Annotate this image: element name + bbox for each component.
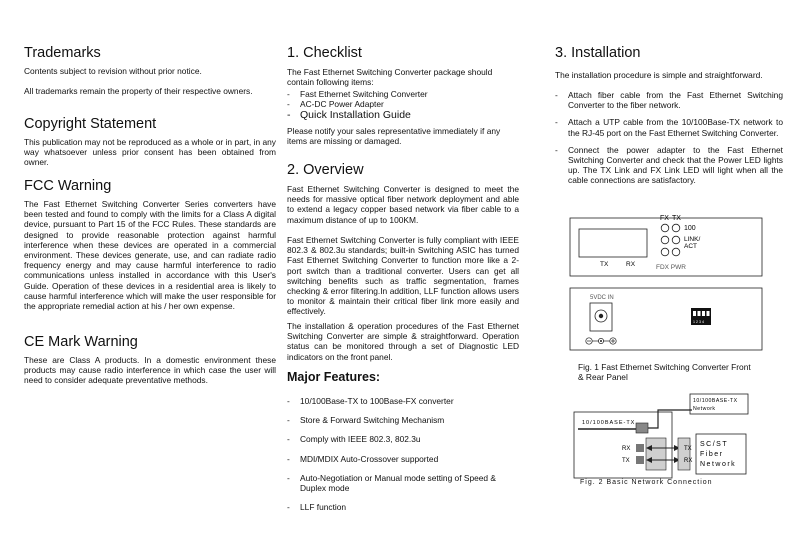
installation-step: - Attach fiber cable from the Fast Ethernet Switching Converter to the fiber network. <box>555 90 783 110</box>
led-fx-link <box>661 236 669 244</box>
led-pwr <box>672 248 680 256</box>
converter-port-label: 10/100BASE-TX <box>582 420 636 426</box>
installation-intro: The installation procedure is simple and straightforward. <box>555 70 763 80</box>
led-fx-speed <box>661 224 669 232</box>
fiber-network-label-1: SC/ST <box>700 441 729 448</box>
fiber-port-block <box>646 438 666 470</box>
led-label-link: LINK/ <box>684 236 701 243</box>
checklist-outro: Please notify your sales representative immediately if any items are missing or damaged. <box>287 126 501 147</box>
installation-heading: 3. Installation <box>555 45 641 61</box>
checklist-intro: The Fast Ethernet Switching Converter package should contain following items: <box>287 67 493 88</box>
led-label-fdx-pwr: FDX PWR <box>656 264 686 271</box>
led-label-fx: FX <box>660 215 669 222</box>
rj45-plug <box>636 423 648 433</box>
power-jack-pin <box>599 314 603 318</box>
feature-item: - Auto-Negotiation or Manual mode setting of Speed & Duplex mode <box>287 473 510 493</box>
port-label-rx: RX <box>626 261 636 268</box>
feature-item: - MDI/MDIX Auto-Crossover supported <box>287 454 519 464</box>
trademarks-heading: Trademarks <box>24 45 101 61</box>
feature-item: - Store & Forward Switching Mechanism <box>287 415 519 425</box>
checklist-item: - AC-DC Power Adapter <box>287 99 519 109</box>
led-tx-speed <box>672 224 680 232</box>
installation-step: - Attach a UTP cable from the 10/100Base-TX network to the RJ-45 port on the Fast Ethernet Switching Converter. <box>555 117 783 137</box>
ce-text: These are Class A products. In a domestic environment these products may cause radio interference in which case the user will need to consider adequate preventative methods. <box>24 355 276 386</box>
ce-heading: CE Mark Warning <box>24 334 138 350</box>
fiber-rx-label: RX <box>684 458 693 464</box>
feature-item: - Comply with IEEE 802.3, 802.3u <box>287 434 519 444</box>
feature-item: - LLF function <box>287 502 519 512</box>
fig2-caption: Fig. 2 Basic Network Connection <box>580 479 713 486</box>
overview-heading: 2. Overview <box>287 162 364 178</box>
copyright-heading: Copyright Statement <box>24 116 157 132</box>
port-label-tx: TX <box>600 261 609 268</box>
features-heading: Major Features: <box>287 370 381 384</box>
led-label-tx: TX <box>672 215 681 222</box>
fcc-heading: FCC Warning <box>24 178 112 194</box>
trademarks-text-2: All trademarks remain the property of their respective owners. <box>24 86 253 96</box>
fcc-text: The Fast Ethernet Switching Converter Series converters have been tested and found to comply with the limits for a Class A digital device, pursuant to Part 15 of the FCC Rules. These standards are designed to provide reasonable protection against harmful interference when these devices are operated in a commercial environment. These devices generate, use, and can radiate radio frequency energy and may cause harmful interference to radio communications unless installed in accordance with this User's Guide. Operation of these devices in a residential area is likely to cause harmful interference which will make the user responsible for the appropriate remedial action at his / her own expense. <box>24 199 276 312</box>
checklist-item: - Fast Ethernet Switching Converter <box>287 89 519 99</box>
checklist-items <box>287 89 519 121</box>
installation-step: - Connect the power adapter to the Fast Ethernet Switching Converter and check that the Power LED lights up. The TX Link and FX Link LED will light when all the cable connections are satisfactory. <box>555 145 783 186</box>
fig2-network-diagram <box>566 392 796 492</box>
led-label-act: ACT <box>684 243 697 250</box>
checklist-item: - Quick Installation Guide <box>287 109 519 121</box>
overview-text-1: Fast Ethernet Switching Converter is designed to meet the needs for massive optical fiber network deployment and able to extend a legacy copper based network via fiber cable to a maximum distance of up to 100KM. <box>287 184 519 225</box>
feature-item: - 10/100Base-TX to 100Base-FX converter <box>287 396 519 406</box>
fiber-tx-label: TX <box>684 446 692 452</box>
converter-tx-label: TX <box>622 458 630 464</box>
fiber-plug-tx <box>636 456 644 464</box>
overview-text-2: Fast Ethernet Switching Converter is fully compliant with IEEE 802.3 & 802.3u standards; built-in Switching ASIC has turned Fast Ethernet Switching Converter to function more like a 2-port switch than a traditional converter. Users can get all switching benefits such as traffic segmentation, frames checking & error filtering.In addition, LLF function allows users to monitor & maintain their critical fiber link more easily and effectively. <box>287 235 519 317</box>
fiber-network-label-2: Fiber <box>700 451 724 458</box>
fig1-panels <box>568 210 778 355</box>
converter-rx-label: RX <box>622 446 631 452</box>
dip-switch-numbers: 1 2 3 4 <box>693 320 704 324</box>
checklist-heading: 1. Checklist <box>287 45 362 61</box>
features-list <box>287 396 519 512</box>
fiber-plug-rx <box>636 444 644 452</box>
overview-text-3: The installation & operation procedures of the Fast Ethernet Switching Converter are simple & straightforward. Operation status can be monitored through a set of Diagnostic LED indicators on the front panel. <box>287 321 519 362</box>
power-label: 5VDC IN <box>590 295 614 301</box>
installation-steps <box>555 90 783 186</box>
rj45-port <box>579 229 647 257</box>
fiber-network-label-3: Network <box>700 461 737 468</box>
trademarks-text-1: Contents subject to revision without prior notice. <box>24 66 202 76</box>
utp-cable <box>648 410 692 428</box>
fiber-network-connector <box>678 438 693 470</box>
fig1-caption-line1: Fig. 1 Fast Ethernet Switching Converter Front <box>578 362 751 372</box>
fig1-caption-line2: & Rear Panel <box>578 372 628 382</box>
led-tx-link <box>672 236 680 244</box>
copyright-text: This publication may not be reproduced as a whole or in part, in any way whatsoever unless prior consent has been obtained from owner. <box>24 137 276 168</box>
network-label: 10/100BASE-TX <box>693 398 738 404</box>
led-label-100: 100 <box>684 225 696 232</box>
network-sub-label: Network <box>693 406 716 412</box>
led-fdx <box>661 248 669 256</box>
